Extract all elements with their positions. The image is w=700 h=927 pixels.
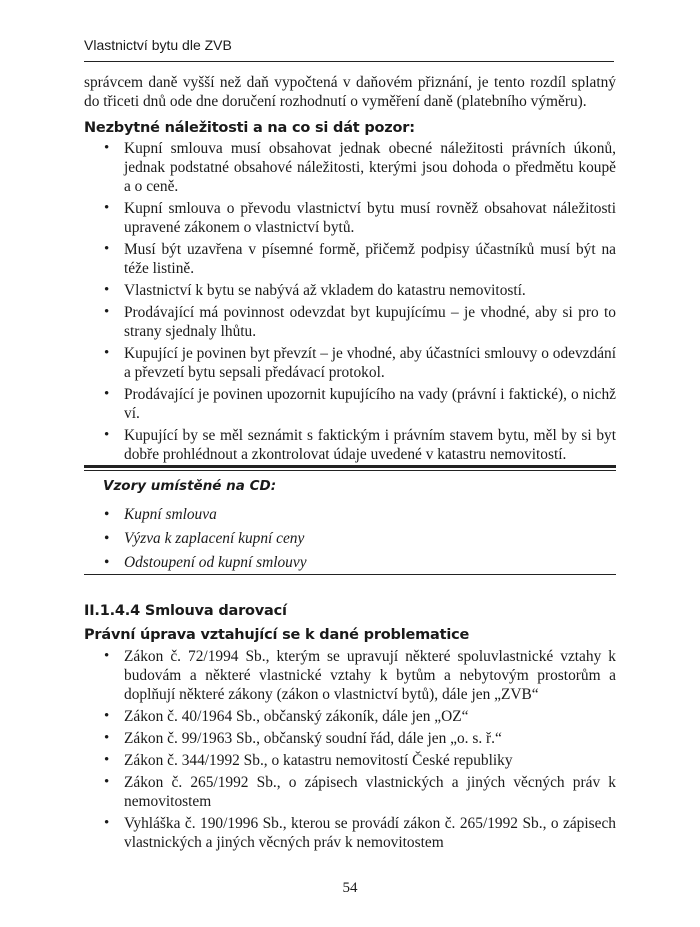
box-bottom-rule [84,574,616,575]
bullet-icon: • [104,140,110,156]
list-item: • Odstoupení od kupní smlouvy [84,551,616,575]
box-top-rule-thin [84,470,616,471]
bullet-icon: • [104,345,110,361]
box-top-rule [84,465,616,468]
list-item: • Kupní smlouva [84,503,616,527]
legal-regulation-list [84,647,616,855]
bullet-icon: • [104,304,110,320]
bullet-icon: • [104,241,110,257]
running-header [84,37,614,62]
list-item: • Zákon č. 40/1964 Sb., občanský zákoník, dále jen „OZ“ [104,708,469,725]
list-item: • Prodávající má povinnost odevzdat byt kupujícímu – je vhodné, aby si pro to strany sjednaly lhůtu. [104,304,616,340]
intro-paragraph: správcem daně vyšší než daň vypočtená v daňovém přiznání, je tento rozdíl splatný do třiceti dnů ode dne doručení rozhodnutí o vyměření daně (platebního výměru). [84,74,616,110]
requirements-list [84,139,616,467]
list-item: • Kupní smlouva o převodu vlastnictví bytu musí rovněž obsahovat náležitosti upravené zákonem o vlastnictví bytů. [104,200,616,236]
bullet-icon: • [104,648,110,664]
list-item: • Kupující je povinen byt převzít – je vhodné, aby účastníci smlouvy o odevzdání a převzetí bytu sepsali předávací protokol. [104,345,616,381]
list-item: • Prodávající je povinen upozornit kupujícího na vady (právní i faktické), o nichž ví. [104,386,616,422]
cd-templates-box [84,465,616,575]
list-item: • Výzva k zaplacení kupní ceny [84,527,616,551]
bullet-icon: • [104,386,110,402]
bullet-icon: • [104,427,110,443]
bullet-icon: • [104,815,110,831]
cd-box-title: Vzory umístěné na CD: [103,478,277,494]
list-item: • Vlastnictví k bytu se nabývá až vkladem do katastru nemovitostí. [104,282,526,299]
list-item: • Kupující by se měl seznámit s faktickým i právním stavem bytu, měl by si byt dobře prohlédnout a zkontrolovat údaje uvedené v katastru nemovitostí. [104,427,616,463]
bullet-icon: • [104,554,110,571]
list-item: • Zákon č. 265/1992 Sb., o zápisech vlastnických a jiných věcných práv k nemovitostem [104,774,616,810]
list-item: • Kupní smlouva musí obsahovat jednak obecné náležitosti právních úkonů, jednak podstatné obsahové náležitosti, kterými jsou dohoda o předmětu koupě a o ceně. [104,140,616,195]
bullet-icon: • [104,752,110,768]
bullet-icon: • [104,730,110,746]
bullet-icon: • [104,506,110,523]
bullet-icon: • [104,708,110,724]
section-heading-gift-contract: II.1.4.4 Smlouva darovací [84,603,287,619]
cd-templates-list [84,503,616,575]
header-title: Vlastnictví bytu dle ZVB [84,37,232,53]
list-item: • Musí být uzavřena v písemné formě, přičemž podpisy účastníků musí být na téže listině. [104,241,616,277]
list-item: • Zákon č. 72/1994 Sb., kterým se upravují některé spoluvlastnické vztahy k budovám a některé vlastnické vztahy k bytům a nebytovým prostorům a doplňují některé zákony (zákon o vlastnictví bytů), dále jen „ZVB“ [104,648,616,703]
bullet-icon: • [104,200,110,216]
subheading-legal-regulation: Právní úprava vztahující se k dané problematice [84,627,470,643]
bullet-icon: • [104,774,110,790]
page-number: 54 [342,880,358,896]
list-item: • Vyhláška č. 190/1996 Sb., kterou se provádí zákon č. 265/1992 Sb., o zápisech vlastnických a jiných věcných práv k nemovitostem [104,815,616,851]
list-item: • Zákon č. 344/1992 Sb., o katastru nemovitostí České republiky [104,752,513,769]
bullet-icon: • [104,530,110,547]
list-item: • Zákon č. 99/1963 Sb., občanský soudní řád, dále jen „o. s. ř.“ [104,730,502,747]
section-heading-requirements: Nezbytné náležitosti a na co si dát pozor: [84,120,415,136]
bullet-icon: • [104,282,110,298]
